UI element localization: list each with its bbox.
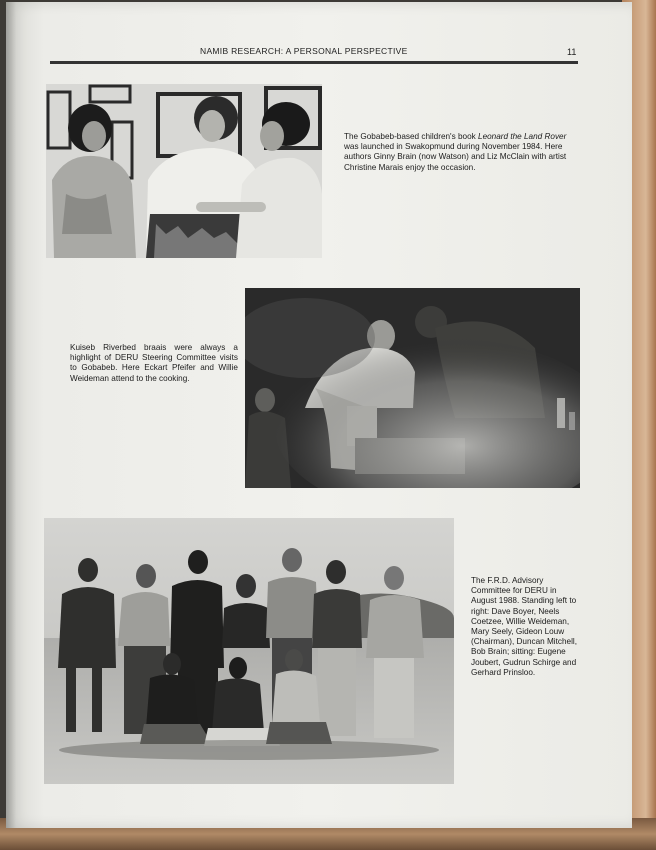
book-title: Leonard the Land Rover xyxy=(478,132,567,141)
caption-text: The Gobabeb-based children's book xyxy=(344,132,479,141)
page-number: 11 xyxy=(567,47,577,57)
running-header: NAMIB RESEARCH: A PERSONAL PERSPECTIVE xyxy=(200,46,408,56)
book-launch-photo xyxy=(46,84,322,258)
braai-photo xyxy=(245,288,580,488)
page-binding-shadow xyxy=(6,2,16,828)
book-launch-caption xyxy=(344,132,576,173)
committee-caption: The F.R.D. Advisory Committee for DERU in August 1988. Standing left to right: Dave Boyer, Neels Coetzee, Willie Weideman, Mary Seely, Gideon Louw (Chairman), Duncan Mitchell, Bob Brain; sitting: Eugene Joubert, Gudrun Schirge and Gerhard Prinsloo. xyxy=(471,576,578,677)
braai-caption: Kuiseb Riverbed braais were always a highlight of DERU Steering Committee visits to Gobabeb. Here Eckart Pfeifer and Willie Weideman attend to the cooking. xyxy=(70,343,238,383)
committee-group-photo xyxy=(44,518,454,784)
caption-text: was launched in Swakopmund during November 1984. Here authors Ginny Brain (now Watson) and Liz McClain with artist Christine Marais enjoy the occasion. xyxy=(344,142,567,172)
header-rule xyxy=(50,61,578,64)
